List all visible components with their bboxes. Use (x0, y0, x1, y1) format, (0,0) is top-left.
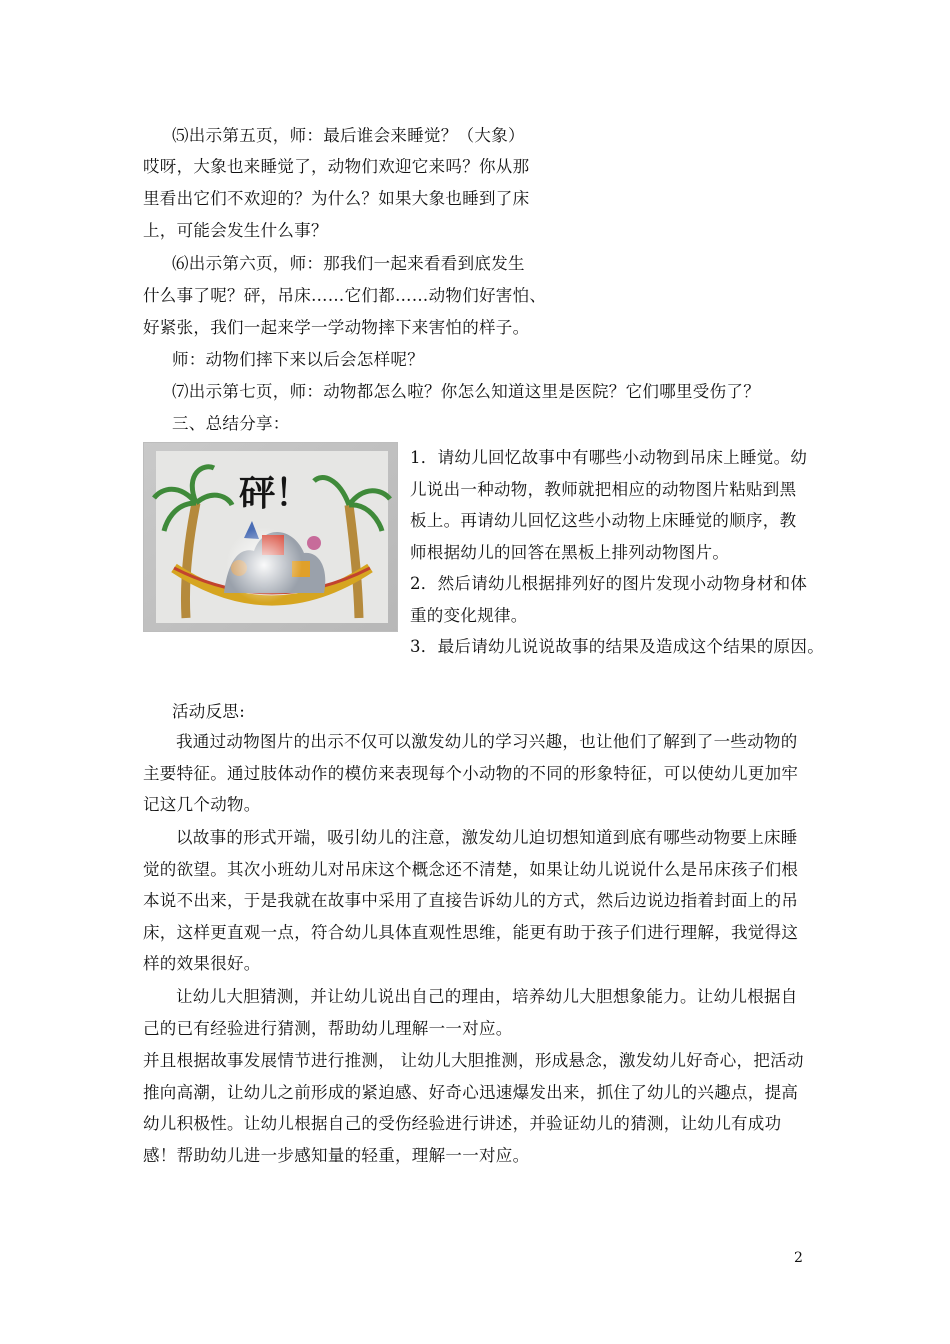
step6-line2: 什么事了呢？砰，吊床……它们都……动物们好害怕、 (143, 286, 547, 305)
story-illustration-drawing (144, 443, 398, 632)
step7-line: ⑺出示第七页，师：动物都怎么啦？你怎么知道这里是医院？它们哪里受伤了？ (172, 382, 760, 401)
step6-line3: 好紧张，我们一起来学一学动物摔下来害怕的样子。 (143, 318, 530, 337)
reflection-paragraph-3: 让幼儿大胆猜测，并让幼儿说出自己的理由，培养幼儿大胆想象能力。让幼儿根据自己的已有经验进行猜测，帮助幼儿理解一一对应。 (143, 987, 798, 1038)
page-number: 2 (794, 1250, 803, 1266)
crash-word: 砰！ (239, 473, 312, 514)
step5-line2: 哎呀，大象也来睡觉了，动物们欢迎它来吗？你从那 (143, 157, 530, 176)
reflection-paragraph-2: 以故事的形式开端，吸引幼儿的注意，激发幼儿迫切想知道到底有哪些动物要上床睡觉的欲望。其次小班幼儿对吊床这个概念还不清楚，如果让幼儿说说什么是吊床孩子们根本说不出来，于是我就在故事中采用了直接告诉幼儿的方式，然后边说边指着封面上的吊床，这样更直观一点，符合幼儿具体直观性思维，能更有助于孩子们进行理解，我觉得这样的效果很好。 (143, 828, 799, 973)
story-illustration (143, 442, 398, 632)
summary-point-1: 1．请幼儿回忆故事中有哪些小动物到吊床上睡觉。幼儿说出一种动物，教师就把相应的动物图片粘贴到黑板上。再请幼儿回忆这些小动物上床睡觉的顺序，教师根据幼儿的回答在黑板上排列动物图片。 (410, 448, 808, 562)
step5-line1: ⑸出示第五页，师：最后谁会来睡觉？（大象） (172, 126, 525, 145)
summary-point-2: 2．然后请幼儿根据排列好的图片发现小动物身材和体重的变化规律。 (410, 574, 808, 625)
step6-line1: ⑹出示第六页，师：那我们一起来看看到底发生 (172, 254, 525, 273)
reflection-paragraph-4: 并且根据故事发展情节进行推测， 让幼儿大胆推测，形成悬念，激发幼儿好奇心，把活动推向高潮，让幼儿之前形成的紧迫感、好奇心迅速爆发出来，抓住了幼儿的兴趣点，提高幼儿积极性。让幼儿根据自己的受伤经验进行讲述，并验证幼儿的猜测，让幼儿有成功感！帮助幼儿进一步感知量的轻重，理解一一对应。 (143, 1051, 804, 1165)
step5-line4: 上，可能会发生什么事？ (143, 221, 328, 240)
summary-heading: 三、总结分享： (172, 414, 290, 433)
reflection-heading: 活动反思: (172, 702, 246, 721)
summary-point-3: 3．最后请幼儿说说故事的结果及造成这个结果的原因。 (410, 637, 824, 656)
step5-line3: 里看出它们不欢迎的？为什么？如果大象也睡到了床 (143, 189, 530, 208)
reflection-paragraph-1: 我通过动物图片的出示不仅可以激发幼儿的学习兴趣，也让他们了解到了一些动物的主要特征。通过肢体动作的模仿来表现每个小动物的不同的形象特征，可以使幼儿更加牢记这几个动物。 (143, 732, 799, 814)
step6-line4: 师：动物们摔下来以后会怎样呢？ (172, 350, 424, 369)
